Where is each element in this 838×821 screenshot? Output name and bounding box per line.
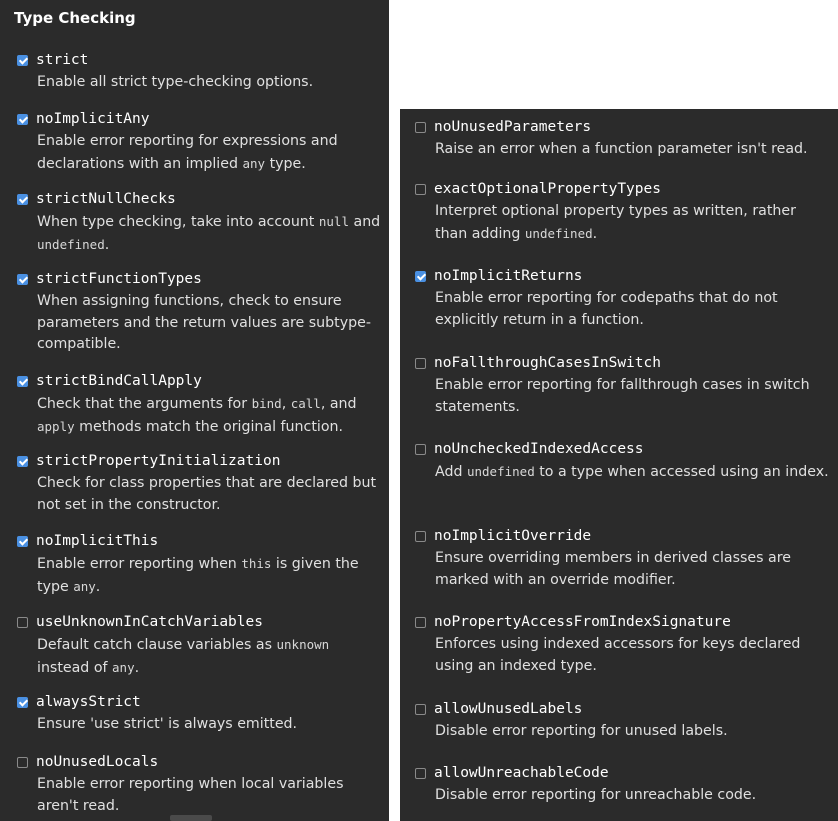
option-header	[17, 692, 385, 712]
checkbox-no-unused-locals[interactable]	[17, 757, 28, 768]
description-text: Enable all strict type-checking options.	[37, 74, 314, 90]
option-description	[435, 461, 830, 484]
option-name[interactable]: noImplicitOverride	[434, 528, 592, 544]
description-text: Enable error reporting when local variables aren't read.	[37, 776, 344, 814]
option-name[interactable]: strictPropertyInitialization	[36, 453, 281, 469]
option-no-unchecked-indexed-access	[415, 439, 830, 484]
description-text: is given the type	[37, 556, 359, 595]
option-name[interactable]: strictNullChecks	[36, 191, 176, 207]
description-text: .	[95, 578, 101, 595]
description-text: Enable error reporting for fallthrough cases in switch statements.	[435, 377, 810, 415]
inline-code: apply	[37, 418, 75, 434]
inline-code: this	[241, 556, 272, 571]
description-text: Ensure 'use strict' is always emitted.	[37, 716, 298, 732]
checkbox-no-unchecked-indexed-access[interactable]	[415, 444, 426, 455]
option-no-implicit-this	[17, 531, 385, 598]
option-description	[435, 548, 830, 591]
option-no-unused-locals	[17, 752, 385, 817]
description-text: .	[592, 225, 598, 242]
option-name[interactable]: noUnusedParameters	[434, 119, 592, 135]
option-allow-unused-labels	[415, 699, 830, 743]
option-description	[37, 393, 385, 438]
checkbox-allow-unreachable-code[interactable]	[415, 768, 426, 779]
option-description	[435, 139, 830, 161]
inline-code: any	[242, 155, 266, 171]
option-description	[37, 211, 385, 256]
inline-code: null	[318, 214, 349, 229]
checkbox-always-strict[interactable]	[17, 697, 28, 708]
checkbox-no-implicit-any[interactable]	[17, 114, 28, 125]
option-name[interactable]: noUnusedLocals	[36, 754, 159, 770]
option-description	[37, 291, 385, 356]
option-header	[17, 531, 385, 551]
checkbox-no-implicit-override[interactable]	[415, 531, 426, 542]
checkbox-strict-null-checks[interactable]	[17, 194, 28, 205]
option-name[interactable]: strictBindCallApply	[36, 373, 202, 389]
description-text: When assigning functions, check to ensure parameters and the return values are subtype-compatible.	[37, 293, 371, 352]
option-no-implicit-any	[17, 109, 385, 175]
option-name[interactable]: noImplicitThis	[36, 533, 159, 549]
option-header	[17, 612, 385, 632]
checkbox-strict-property-initialization[interactable]	[17, 456, 28, 467]
option-name[interactable]: noImplicitAny	[36, 111, 150, 127]
description-text: ,	[281, 396, 291, 412]
description-text: and	[348, 214, 381, 230]
description-text: Check for class properties that are declared but not set in the constructor.	[37, 475, 377, 513]
description-text: Default catch clause variables as	[37, 637, 277, 653]
checkbox-strict-bind-call-apply[interactable]	[17, 376, 28, 387]
description-text: Enable error reporting for expressions and declarations with an implied	[37, 133, 338, 172]
option-header	[17, 752, 385, 772]
option-no-fallthrough-cases-in-switch	[415, 353, 830, 418]
option-strict	[17, 50, 385, 94]
option-description	[37, 634, 385, 679]
option-strict-function-types	[17, 269, 385, 356]
description-text: methods match the original function.	[74, 418, 344, 435]
option-name[interactable]: exactOptionalPropertyTypes	[434, 181, 661, 197]
option-exact-optional-property-types	[415, 179, 830, 245]
option-name[interactable]: strict	[36, 52, 89, 68]
checkbox-use-unknown-in-catch-variables[interactable]	[17, 617, 28, 628]
option-header	[415, 763, 830, 783]
inline-code: any	[73, 578, 96, 594]
option-allow-unreachable-code	[415, 763, 830, 807]
option-description	[435, 785, 830, 807]
checkbox-no-unused-parameters[interactable]	[415, 122, 426, 133]
option-name[interactable]: noFallthroughCasesInSwitch	[434, 355, 661, 371]
option-name[interactable]: strictFunctionTypes	[36, 271, 202, 287]
checkbox-allow-unused-labels[interactable]	[415, 704, 426, 715]
left-settings-panel	[0, 0, 389, 821]
description-text: , and	[320, 396, 357, 412]
inline-code: undefined	[524, 225, 593, 241]
description-text: to a type when accessed using an index.	[534, 464, 829, 480]
checkbox-exact-optional-property-types[interactable]	[415, 184, 426, 195]
description-text: Enforces using indexed accessors for keys declared using an indexed type.	[435, 636, 801, 674]
description-text: Interpret optional property types as written, rather than adding	[435, 203, 796, 242]
option-header	[17, 269, 385, 289]
checkbox-no-property-access-from-index-signature[interactable]	[415, 617, 426, 628]
option-name[interactable]: useUnknownInCatchVariables	[36, 614, 263, 630]
option-header	[415, 353, 830, 373]
option-strict-bind-call-apply	[17, 371, 385, 438]
inline-code: unknown	[276, 637, 330, 652]
option-description	[435, 721, 830, 743]
option-description	[37, 473, 385, 516]
option-name[interactable]: alwaysStrict	[36, 694, 141, 710]
option-name[interactable]: noPropertyAccessFromIndexSignature	[434, 614, 731, 630]
option-name[interactable]: allowUnusedLabels	[434, 701, 583, 717]
option-description	[37, 72, 385, 94]
option-description	[37, 131, 385, 175]
description-text: .	[104, 236, 110, 253]
option-use-unknown-in-catch-variables	[17, 612, 385, 679]
description-text: When type checking, take into account	[37, 214, 319, 230]
description-text: Disable error reporting for unreachable code.	[435, 787, 757, 803]
checkbox-no-fallthrough-cases-in-switch[interactable]	[415, 358, 426, 369]
option-header	[17, 189, 385, 209]
option-header	[415, 266, 830, 286]
option-header	[415, 526, 830, 546]
option-description	[37, 714, 385, 736]
description-text: instead of	[37, 659, 113, 676]
inline-code: any	[112, 659, 135, 675]
option-header	[17, 50, 385, 70]
option-header	[415, 439, 830, 459]
description-text: Ensure overriding members in derived classes are marked with an override modifier.	[435, 550, 791, 588]
option-strict-null-checks	[17, 189, 385, 256]
description-text: Enable error reporting for codepaths that do not explicitly return in a function.	[435, 290, 778, 328]
option-description	[435, 201, 830, 245]
inline-code: bind	[251, 396, 282, 411]
description-text: .	[134, 659, 140, 676]
inline-code: undefined	[37, 236, 105, 252]
description-text: Add	[435, 464, 467, 480]
scrollbar-thumb[interactable]	[170, 815, 212, 821]
option-always-strict	[17, 692, 385, 736]
option-name[interactable]: allowUnreachableCode	[434, 765, 609, 781]
option-no-implicit-override	[415, 526, 830, 591]
option-header	[415, 117, 830, 137]
option-description	[435, 634, 830, 677]
option-description	[37, 774, 385, 817]
checkbox-strict[interactable]	[17, 55, 28, 66]
option-header	[17, 109, 385, 129]
option-description	[435, 288, 830, 331]
description-text: Raise an error when a function parameter isn't read.	[435, 141, 808, 157]
option-description	[37, 553, 385, 598]
inline-code: call	[290, 396, 321, 411]
option-strict-property-initialization	[17, 451, 385, 516]
description-text: Enable error reporting when	[37, 556, 242, 572]
description-text: Check that the arguments for	[37, 396, 252, 412]
description-text: Disable error reporting for unused labels.	[435, 723, 728, 739]
checkbox-no-implicit-this[interactable]	[17, 536, 28, 547]
option-header	[17, 451, 385, 471]
right-settings-panel	[400, 109, 838, 821]
option-no-unused-parameters	[415, 117, 830, 161]
checkbox-no-implicit-returns[interactable]	[415, 271, 426, 282]
option-no-implicit-returns	[415, 266, 830, 331]
option-description	[435, 375, 830, 418]
option-header	[415, 699, 830, 719]
inline-code: undefined	[466, 464, 535, 479]
option-no-property-access-from-index-signature	[415, 612, 830, 677]
option-header	[17, 371, 385, 391]
section-title: Type Checking	[14, 9, 136, 27]
checkbox-strict-function-types[interactable]	[17, 274, 28, 285]
option-header	[415, 612, 830, 632]
option-name[interactable]: noUncheckedIndexedAccess	[434, 441, 644, 457]
option-header	[415, 179, 830, 199]
description-text: type.	[265, 155, 306, 172]
option-name[interactable]: noImplicitReturns	[434, 268, 583, 284]
